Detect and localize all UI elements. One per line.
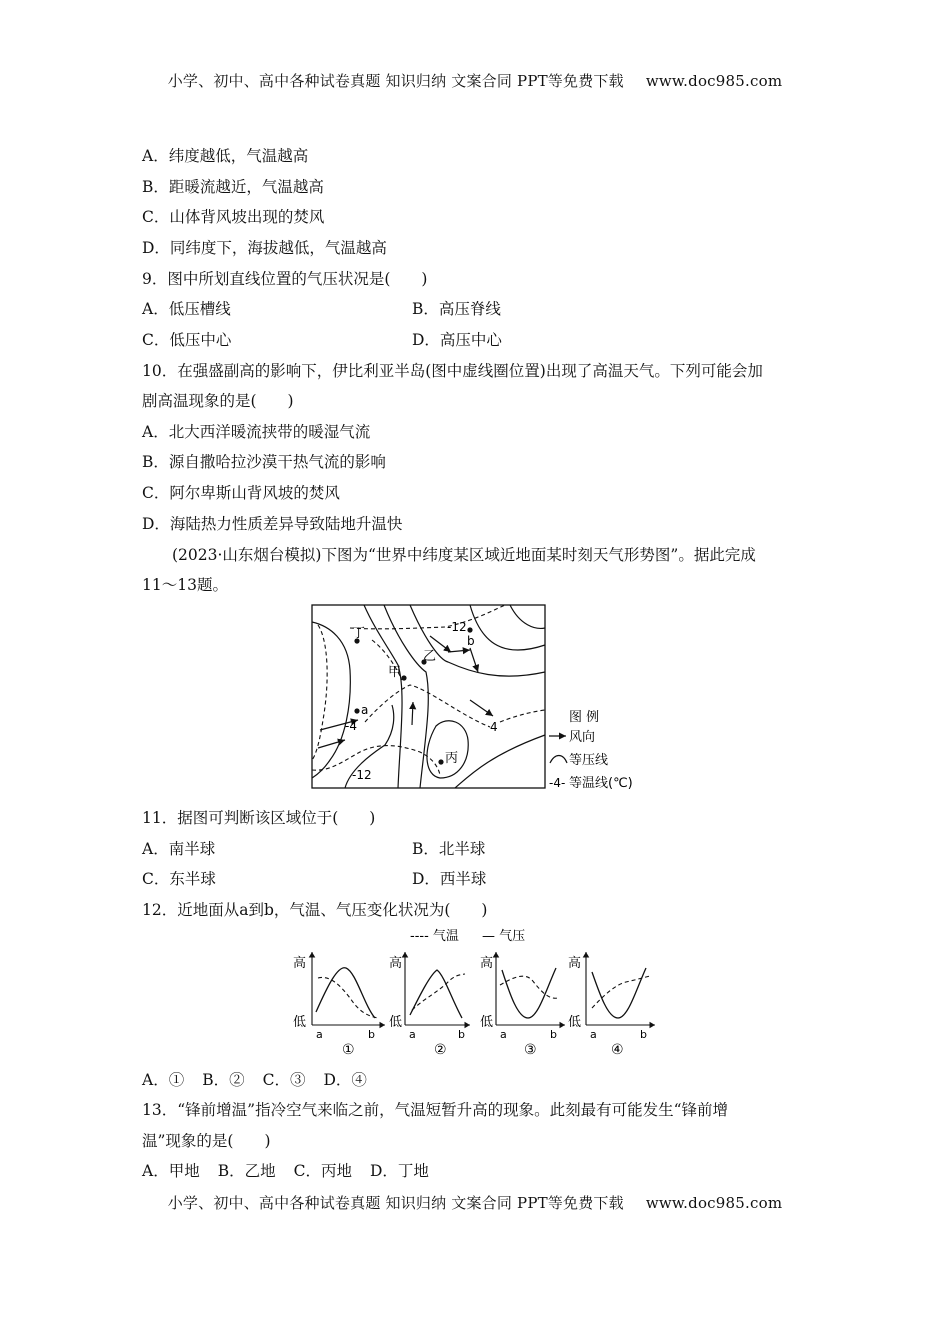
wind-arrow-4 — [470, 648, 478, 672]
graph-3-high: 高 — [480, 956, 494, 971]
graph-4-high: 高 — [568, 956, 582, 971]
header-url[interactable]: www.doc985.com — [645, 72, 783, 90]
map-legend — [549, 710, 633, 791]
header-text: 小学、初中、高中各种试卷真题 知识归纳 文案合同 PPT等免费下载 — [167, 72, 624, 90]
q13-option-c: C．丙地 — [293, 1162, 352, 1180]
graph-1-pressure — [316, 968, 375, 1018]
q12-options — [142, 1068, 385, 1090]
isobars — [312, 605, 545, 788]
legend-isobar-symbol — [550, 756, 567, 764]
page-footer — [0, 1192, 950, 1213]
graph-1-high: 高 — [293, 956, 307, 971]
graph-2-b: b — [458, 1028, 465, 1041]
q9-option-b: B．高压脊线 — [412, 300, 501, 318]
point-jia — [401, 675, 406, 680]
graph-4 — [568, 952, 655, 1058]
value-m4-left: -4 — [345, 719, 357, 733]
q12-option-a: A．① — [142, 1071, 185, 1089]
graph-3-temperature — [500, 976, 558, 998]
intro-line2: 11～13题。 — [142, 576, 228, 594]
q10-stem-line2: 剧高温现象的是( ) — [142, 392, 294, 410]
label-jia: 甲 — [388, 665, 402, 680]
q9-option-c: C．低压中心 — [142, 331, 232, 349]
q9-stem: 9．图中所划直线位置的气压状况是( ) — [142, 270, 428, 288]
graph-2-low: 低 — [389, 1015, 403, 1030]
legend-isobar: 等压线 — [569, 753, 609, 768]
q13-option-b: B．乙地 — [217, 1162, 276, 1180]
q13-options — [142, 1159, 447, 1181]
q10-option-c: C．阿尔卑斯山背风坡的焚风 — [142, 484, 340, 502]
graph-3-pressure — [502, 968, 556, 1018]
point-bing — [438, 759, 443, 764]
q9-option-d: D．高压中心 — [412, 331, 502, 349]
value-m12-bottom: -12 — [352, 768, 372, 782]
label-b: b — [467, 634, 475, 648]
graph-1-b: b — [368, 1028, 375, 1041]
q13-stem-line1: 13．“锋前增温”指冷空气来临之前，气温短暂升高的现象。此刻最有可能发生“锋前增 — [142, 1101, 728, 1119]
q10-option-a: A．北大西洋暖流挟带的暖湿气流 — [142, 423, 371, 441]
value-m12-top: -12 — [447, 620, 467, 634]
graph-1-temperature — [318, 977, 378, 1018]
graph-2-pressure — [410, 970, 462, 1018]
graph-3 — [480, 952, 565, 1058]
graph-4-label: ④ — [611, 1042, 624, 1058]
q13-option-d: D．丁地 — [369, 1162, 429, 1180]
q13-stem-line2: 温”现象的是( ) — [142, 1132, 271, 1150]
wind-arrow-6 — [412, 702, 413, 725]
graph-1-a: a — [316, 1028, 323, 1041]
weather-map — [300, 600, 660, 796]
isotherm-left — [312, 625, 327, 760]
footer-url[interactable]: www.doc985.com — [645, 1194, 783, 1212]
legend-isotherm: 等温线(℃) — [569, 776, 633, 791]
q9-options-row2 — [142, 328, 502, 350]
q12-stem: 12．近地面从a到b，气温、气压变化状况为( ) — [142, 901, 488, 919]
graph-4-b: b — [640, 1028, 647, 1041]
graph-3-label: ③ — [524, 1042, 537, 1058]
q12-legend-temp: ---- 气温 — [410, 929, 459, 944]
q10-stem-line1: 10．在强盛副高的影响下，伊比利亚半岛(图中虚线圈位置)出现了高温天气。下列可能会加 — [142, 362, 763, 380]
graph-2-label: ② — [434, 1042, 447, 1058]
q12-legend-press: — 气压 — [482, 929, 526, 944]
q11-options-row2 — [142, 867, 487, 889]
legend-wind: 风向 — [569, 730, 596, 745]
q11-option-d: D．西半球 — [412, 870, 487, 888]
label-bing: 丙 — [445, 751, 459, 766]
q8-option-d: D．同纬度下，海拔越低，气温越高 — [142, 239, 387, 257]
wind-arrow-5 — [448, 650, 470, 652]
q8-option-c: C．山体背风坡出现的焚风 — [142, 208, 325, 226]
q9-option-a: A．低压槽线 — [142, 300, 231, 318]
graph-4-pressure — [592, 968, 646, 1018]
page-header — [0, 70, 950, 91]
isotherm-4 — [500, 710, 545, 722]
graph-3-low: 低 — [480, 1015, 494, 1030]
isobar-bing — [427, 721, 468, 778]
point-b — [467, 627, 472, 632]
isobar-3 — [410, 605, 545, 676]
q9-options-row1 — [142, 297, 501, 319]
q11-option-c: C．东半球 — [142, 870, 216, 888]
graph-3-a: a — [500, 1028, 507, 1041]
graph-3-b: b — [550, 1028, 557, 1041]
graph-1-label: ① — [342, 1042, 355, 1058]
value-4-right: 4 — [490, 720, 498, 734]
graph-2-a: a — [409, 1028, 416, 1041]
q8-option-a: A．纬度越低，气温越高 — [142, 147, 309, 165]
isobar-left-cell — [312, 622, 350, 778]
graph-1 — [293, 952, 385, 1058]
point-a — [354, 708, 359, 713]
q11-options-row1 — [142, 837, 486, 859]
label-yi: 乙 — [423, 649, 437, 664]
isotherm-m12-bottom — [312, 746, 440, 775]
q8-option-b: B．距暖流越近，气温越高 — [142, 178, 324, 196]
q10-option-d: D．海陆热力性质差异导致陆地升温快 — [142, 515, 403, 533]
intro-line1: (2023·山东烟台模拟)下图为“世界中纬度某区域近地面某时刻天气形势图”。据此完成 — [172, 546, 756, 564]
q12-option-c: C．③ — [262, 1071, 306, 1089]
q12-option-d: D．④ — [323, 1071, 367, 1089]
isobar-5 — [510, 605, 545, 628]
graph-1-low: 低 — [293, 1015, 307, 1030]
label-ding: 丁 — [352, 626, 366, 641]
graph-4-temperature — [592, 976, 650, 1008]
footer-text: 小学、初中、高中各种试卷真题 知识归纳 文案合同 PPT等免费下载 — [167, 1194, 624, 1212]
graph-2 — [389, 952, 470, 1058]
label-a: a — [361, 703, 369, 717]
isotherm-m12-top — [350, 605, 505, 629]
graph-4-a: a — [590, 1028, 597, 1041]
q11-option-b: B．北半球 — [412, 840, 486, 858]
graph-2-high: 高 — [389, 956, 403, 971]
q12-graphs — [285, 922, 665, 1062]
q10-option-b: B．源自撒哈拉沙漠干热气流的影响 — [142, 453, 386, 471]
wind-arrow-1 — [318, 740, 345, 748]
wind-arrow-7 — [470, 700, 493, 716]
legend-isotherm-symbol: -4- — [549, 776, 566, 790]
legend-title: 图 例 — [569, 710, 600, 725]
isobar-2 — [384, 605, 428, 788]
q11-stem: 11．据图可判断该区域位于( ) — [142, 809, 376, 827]
q13-option-a: A．甲地 — [142, 1162, 200, 1180]
graph-2-temperature — [412, 974, 465, 1010]
graph-4-low: 低 — [568, 1015, 582, 1030]
q12-option-b: B．② — [202, 1071, 245, 1089]
q11-option-a: A．南半球 — [142, 840, 216, 858]
